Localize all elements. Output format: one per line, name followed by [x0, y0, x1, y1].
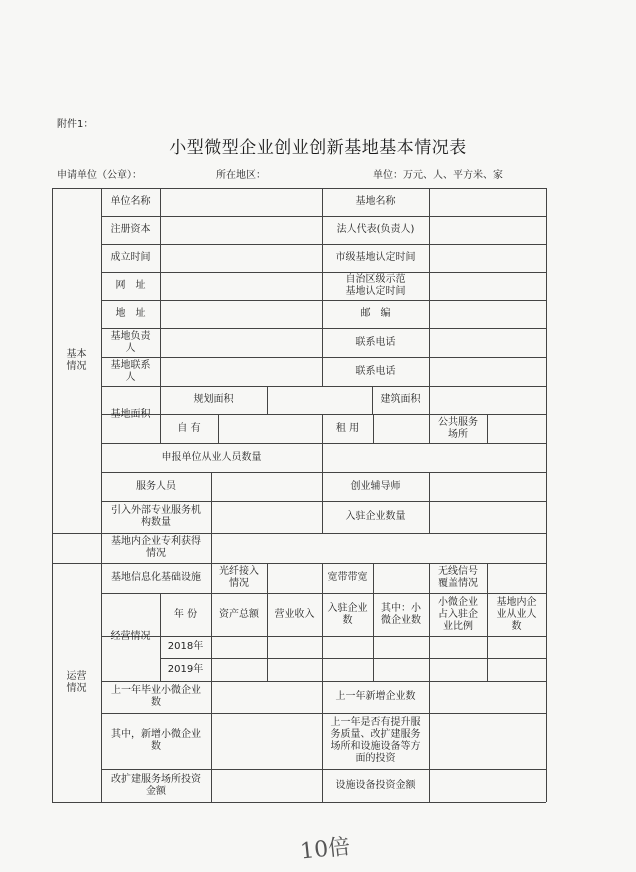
rented-label: 租 用 — [335, 422, 360, 434]
postcode-label: 邮 编 — [360, 308, 391, 319]
resident-count-label: 入驻企业数量 — [345, 511, 406, 522]
registered-capital-label: 注册资本 — [110, 224, 151, 235]
table-rule — [52, 533, 101, 534]
grad-micro-label: 上一年毕业小微企业 数 — [111, 685, 201, 708]
base-contact-label: 基地联系 人 — [110, 359, 151, 383]
base-name-label: 基地名称 — [355, 196, 396, 207]
established-field[interactable] — [160, 244, 322, 272]
region-cert-label: 自治区级示范 基地认定时间 — [345, 274, 406, 297]
table-rule — [487, 563, 488, 593]
applicant-label: 申请单位（公章）： — [57, 170, 142, 181]
city-cert-label: 市级基地认定时间 — [335, 252, 416, 263]
micro-ent-header: 其中：小 微企业数 — [381, 602, 421, 626]
table-rule — [267, 563, 268, 593]
year-2018: 2018年 — [167, 641, 204, 652]
section-basic-label: 基本 情况 — [66, 348, 87, 372]
external-agencies-label: 引入外部专业服务机 构数量 — [111, 505, 201, 528]
resident-ent-header: 入驻企业 数 — [327, 602, 368, 626]
upgrade-label: 上一年是否有提升服 务质量、改扩建服务 场所和设施设备等方 面的投资 — [330, 717, 421, 764]
established-label: 成立时间 — [110, 252, 151, 263]
base-name-field[interactable] — [429, 188, 546, 216]
table-rule — [218, 414, 219, 443]
address-label: 地 址 — [115, 308, 146, 319]
table-rule — [373, 414, 374, 443]
year-2019: 2019年 — [167, 663, 204, 675]
revenue-header: 营业收入 — [274, 608, 315, 620]
staff-count-label: 申报单位从业人员数量 — [161, 451, 262, 463]
planned-area-label: 规划面积 — [193, 394, 234, 405]
attachment-label: 附件1： — [57, 119, 94, 130]
table-rule — [211, 533, 212, 563]
mentors-label: 创业辅导师 — [350, 480, 401, 492]
equipment-invest-label: 设施设备投资金额 — [335, 779, 416, 791]
phone1-field[interactable] — [429, 328, 546, 357]
year-header: 年 份 — [173, 608, 198, 620]
unit-name-label: 单位名称 — [110, 196, 151, 207]
business-label: 经营情况 — [110, 631, 151, 642]
form-title: 小型微型企业创业创新基地基本情况表 — [169, 138, 467, 158]
website-label: 网 址 — [115, 280, 146, 291]
city-cert-field[interactable] — [429, 244, 546, 272]
patents-label: 基地内企业专利获得 情况 — [111, 536, 201, 559]
table-rule — [429, 472, 430, 533]
broadband-label: 宽带带宽 — [327, 572, 368, 583]
table-rule — [211, 472, 212, 533]
base-head-field[interactable] — [160, 328, 322, 357]
legal-rep-field[interactable] — [429, 216, 546, 244]
registered-capital-field[interactable] — [160, 216, 322, 244]
address-field[interactable] — [160, 300, 322, 328]
base-contact-field[interactable] — [160, 357, 322, 386]
table-rule — [487, 414, 488, 443]
table-rule — [429, 386, 430, 414]
info-infra-label: 基地信息化基础设施 — [111, 572, 201, 583]
fiber-label: 光纤接入 情况 — [219, 566, 259, 589]
unit-name-field[interactable] — [160, 188, 322, 216]
postcode-field[interactable] — [429, 300, 546, 328]
region-label: 所在地区： — [216, 170, 266, 181]
total-assets-header: 资产总额 — [219, 608, 259, 620]
public-service-label: 公共服务 场所 — [438, 416, 478, 440]
website-field[interactable] — [160, 272, 322, 300]
building-area-label: 建筑面积 — [380, 394, 421, 405]
base-area-label: 基地面积 — [110, 408, 151, 420]
handwritten-note: 10倍 — [299, 834, 352, 865]
table-rule — [211, 681, 212, 802]
region-cert-field[interactable] — [429, 272, 546, 300]
service-staff-label: 服务人员 — [136, 480, 176, 492]
phone2-field[interactable] — [429, 357, 546, 386]
phone1-label: 联系电话 — [355, 336, 396, 348]
table-rule — [267, 386, 268, 414]
units-label: 单位：万元、人、平方米、家 — [373, 170, 503, 181]
micro-ratio-header: 小微企业 占入驻企 业比例 — [438, 596, 478, 632]
new-micro-label: 其中，新增小微企业 数 — [111, 729, 201, 752]
table-bottom — [52, 802, 546, 803]
table-rule — [429, 681, 430, 802]
new-ent-label: 上一年新增企业数 — [335, 691, 416, 702]
base-head-label: 基地负责 人 — [110, 330, 151, 354]
expansion-invest-label: 改扩建服务场所投资 金额 — [111, 773, 201, 797]
section-operation-label: 运营 情况 — [66, 670, 87, 694]
table-rule — [373, 563, 374, 593]
table-rule — [322, 443, 323, 472]
table-right — [546, 188, 547, 802]
wifi-label: 无线信号 覆盖情况 — [438, 566, 478, 589]
table-rule — [160, 658, 546, 659]
legal-rep-label: 法人代表(负责人) — [336, 224, 415, 235]
owned-label: 自 有 — [177, 422, 201, 434]
phone2-label: 联系电话 — [355, 365, 396, 377]
employees-header: 基地内企 业从业人 数 — [496, 596, 537, 632]
